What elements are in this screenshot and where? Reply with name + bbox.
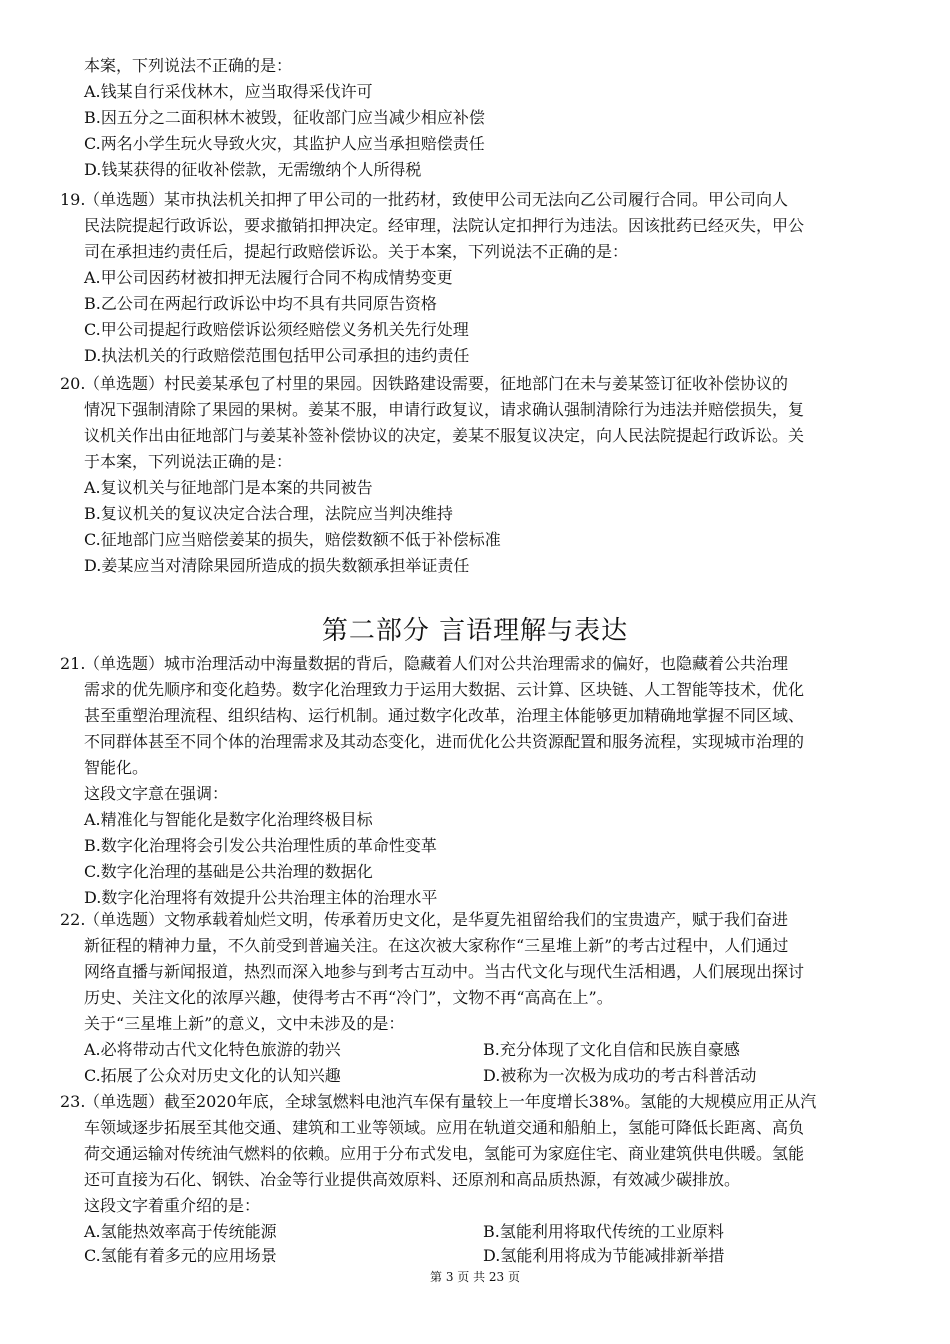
q18-option-c: C.两名小学生玩火导致火灾，其监护人应当承担赔偿责任 [84,134,485,153]
page-number-footer: 第 3 页 共 23 页 [430,1270,520,1284]
q22-stem-line: 新征程的精神力量，不久前受到普遍关注。在这次被大家称作“三星堆上新”的考古过程中，人们通过 [84,936,789,955]
q23-option-a: A.氢能热效率高于传统能源 [84,1222,277,1241]
q23-option-c: C.氢能有着多元的应用场景 [84,1246,277,1265]
q21-stem-line: 不同群体甚至不同个体的治理需求及其动态变化，进而优化公共资源配置和服务流程，实现城市治理的 [84,732,805,751]
q22-stem-line: 网络直播与新闻报道，热烈而深入地参与到考古互动中。当古代文化与现代生活相遇，人们展现出探讨 [84,962,805,981]
q20-stem-line: 于本案，下列说法正确的是： [84,452,293,471]
q23-stem-line: 还可直接为石化、钢铁、冶金等行业提供高效原料、还原剂和高品质热源，有效减少碳排放。 [84,1170,741,1189]
q22-stem-line: （单选题）文物承载着灿烂文明，传承着历史文化，是华夏先祖留给我们的宝贵遗产，赋于我们奋进 [84,910,789,929]
q19-option-c: C.甲公司提起行政赔偿诉讼须经赔偿义务机关先行处理 [84,320,469,339]
q21-number: 21. [60,654,86,673]
q18-option-b: B.因五分之二面积林木被毁，征收部门应当减少相应补偿 [84,108,485,127]
q19-stem-line: （单选题）某市执法机关扣押了甲公司的一批药材，致使甲公司无法向乙公司履行合同。甲公司向人 [84,190,789,209]
q23-number: 23. [60,1092,86,1111]
q23-stem-line: 荷交通运输对传统油气燃料的依赖。应用于分布式发电，氢能可为家庭住宅、商业建筑供电供暖。氢能 [84,1144,805,1163]
q20-stem-line: 议机关作出由征地部门与姜某补签补偿协议的决定，姜某不服复议决定，向人民法院提起行政诉讼。关 [84,426,805,445]
q22-option-d: D.被称为一次极为成功的考古科普活动 [483,1066,757,1085]
q23-option-b: B.氢能利用将取代传统的工业原料 [483,1222,724,1241]
q18-stem-end: 本案，下列说法不正确的是： [84,56,293,75]
q21-option-b: B.数字化治理将会引发公共治理性质的革命性变革 [84,836,437,855]
q19-stem-line: 民法院提起行政诉讼，要求撤销扣押决定。经审理，法院认定扣押行为违法。因该批药已经灭失，甲公 [84,216,805,235]
q23-option-d: D.氢能利用将成为节能减排新举措 [483,1246,725,1265]
q21-stem-line: 甚至重塑治理流程、组织结构、运行机制。通过数字化改革，治理主体能够更加精确地掌握不同区域、 [84,706,805,725]
q22-option-b: B.充分体现了文化自信和民族自豪感 [483,1040,740,1059]
q20-number: 20. [60,374,86,393]
q20-stem-line: （单选题）村民姜某承包了村里的果园。因铁路建设需要，征地部门在未与姜某签订征收补偿协议的 [84,374,789,393]
q22-option-c: C.拓展了公众对历史文化的认知兴趣 [84,1066,341,1085]
q19-option-d: D.执法机关的行政赔偿范围包括甲公司承担的违约责任 [84,346,470,365]
q20-stem-line: 情况下强制清除了果园的果树。姜某不服，申请行政复议，请求确认强制清除行为违法并赔偿损失，复 [84,400,805,419]
q20-option-d: D.姜某应当对清除果园所造成的损失数额承担举证责任 [84,556,470,575]
q20-option-b: B.复议机关的复议决定合法合理，法院应当判决维持 [84,504,453,523]
q18-option-d: D.钱某获得的征收补偿款，无需缴纳个人所得税 [84,160,422,179]
q22-number: 22. [60,910,86,929]
q21-stem-line: （单选题）城市治理活动中海量数据的背后，隐藏着人们对公共治理需求的偏好，也隐藏着公共治理 [84,654,789,673]
q23-stem-line: （单选题）截至2020年底，全球氢燃料电池汽车保有量较上一年度增长38%。氢能的大规模应用正从汽 [84,1092,817,1111]
q18-option-a: A.钱某自行采伐林木，应当取得采伐许可 [84,82,373,101]
q21-option-a: A.精准化与智能化是数字化治理终极目标 [84,810,373,829]
section-title: 第二部分 言语理解与表达 [321,616,629,646]
q20-option-c: C.征地部门应当赔偿姜某的损失，赔偿数额不低于补偿标准 [84,530,501,549]
q22-option-a: A.必将带动古代文化特色旅游的勃兴 [84,1040,341,1059]
q21-stem-line: 需求的优先顺序和变化趋势。数字化治理致力于运用大数据、云计算、区块链、人工智能等技术，优化 [84,680,805,699]
q21-option-c: C.数字化治理的基础是公共治理的数据化 [84,862,373,881]
q19-stem-line: 司在承担违约责任后，提起行政赔偿诉讼。关于本案，下列说法不正确的是： [84,242,629,261]
q22-question-prompt: 关于“三星堆上新”的意义，文中未涉及的是： [84,1014,405,1033]
q21-question-prompt: 这段文字意在强调： [84,784,229,803]
q22-stem-line: 历史、关注文化的浓厚兴趣，使得考古不再“冷门”，文物不再“高高在上”。 [84,988,613,1007]
q23-stem-line: 车领域逐步拓展至其他交通、建筑和工业等领域。应用在轨道交通和船舶上，氢能可降低长距离、高负 [84,1118,805,1137]
q21-stem-line: 智能化。 [84,758,149,777]
q20-option-a: A.复议机关与征地部门是本案的共同被告 [84,478,373,497]
q21-option-d: D.数字化治理将有效提升公共治理主体的治理水平 [84,888,438,907]
q19-number: 19. [60,190,86,209]
q19-option-b: B.乙公司在两起行政诉讼中均不具有共同原告资格 [84,294,437,313]
q23-question-prompt: 这段文字着重介绍的是： [84,1196,261,1215]
q19-option-a: A.甲公司因药材被扣押无法履行合同不构成情势变更 [84,268,453,287]
